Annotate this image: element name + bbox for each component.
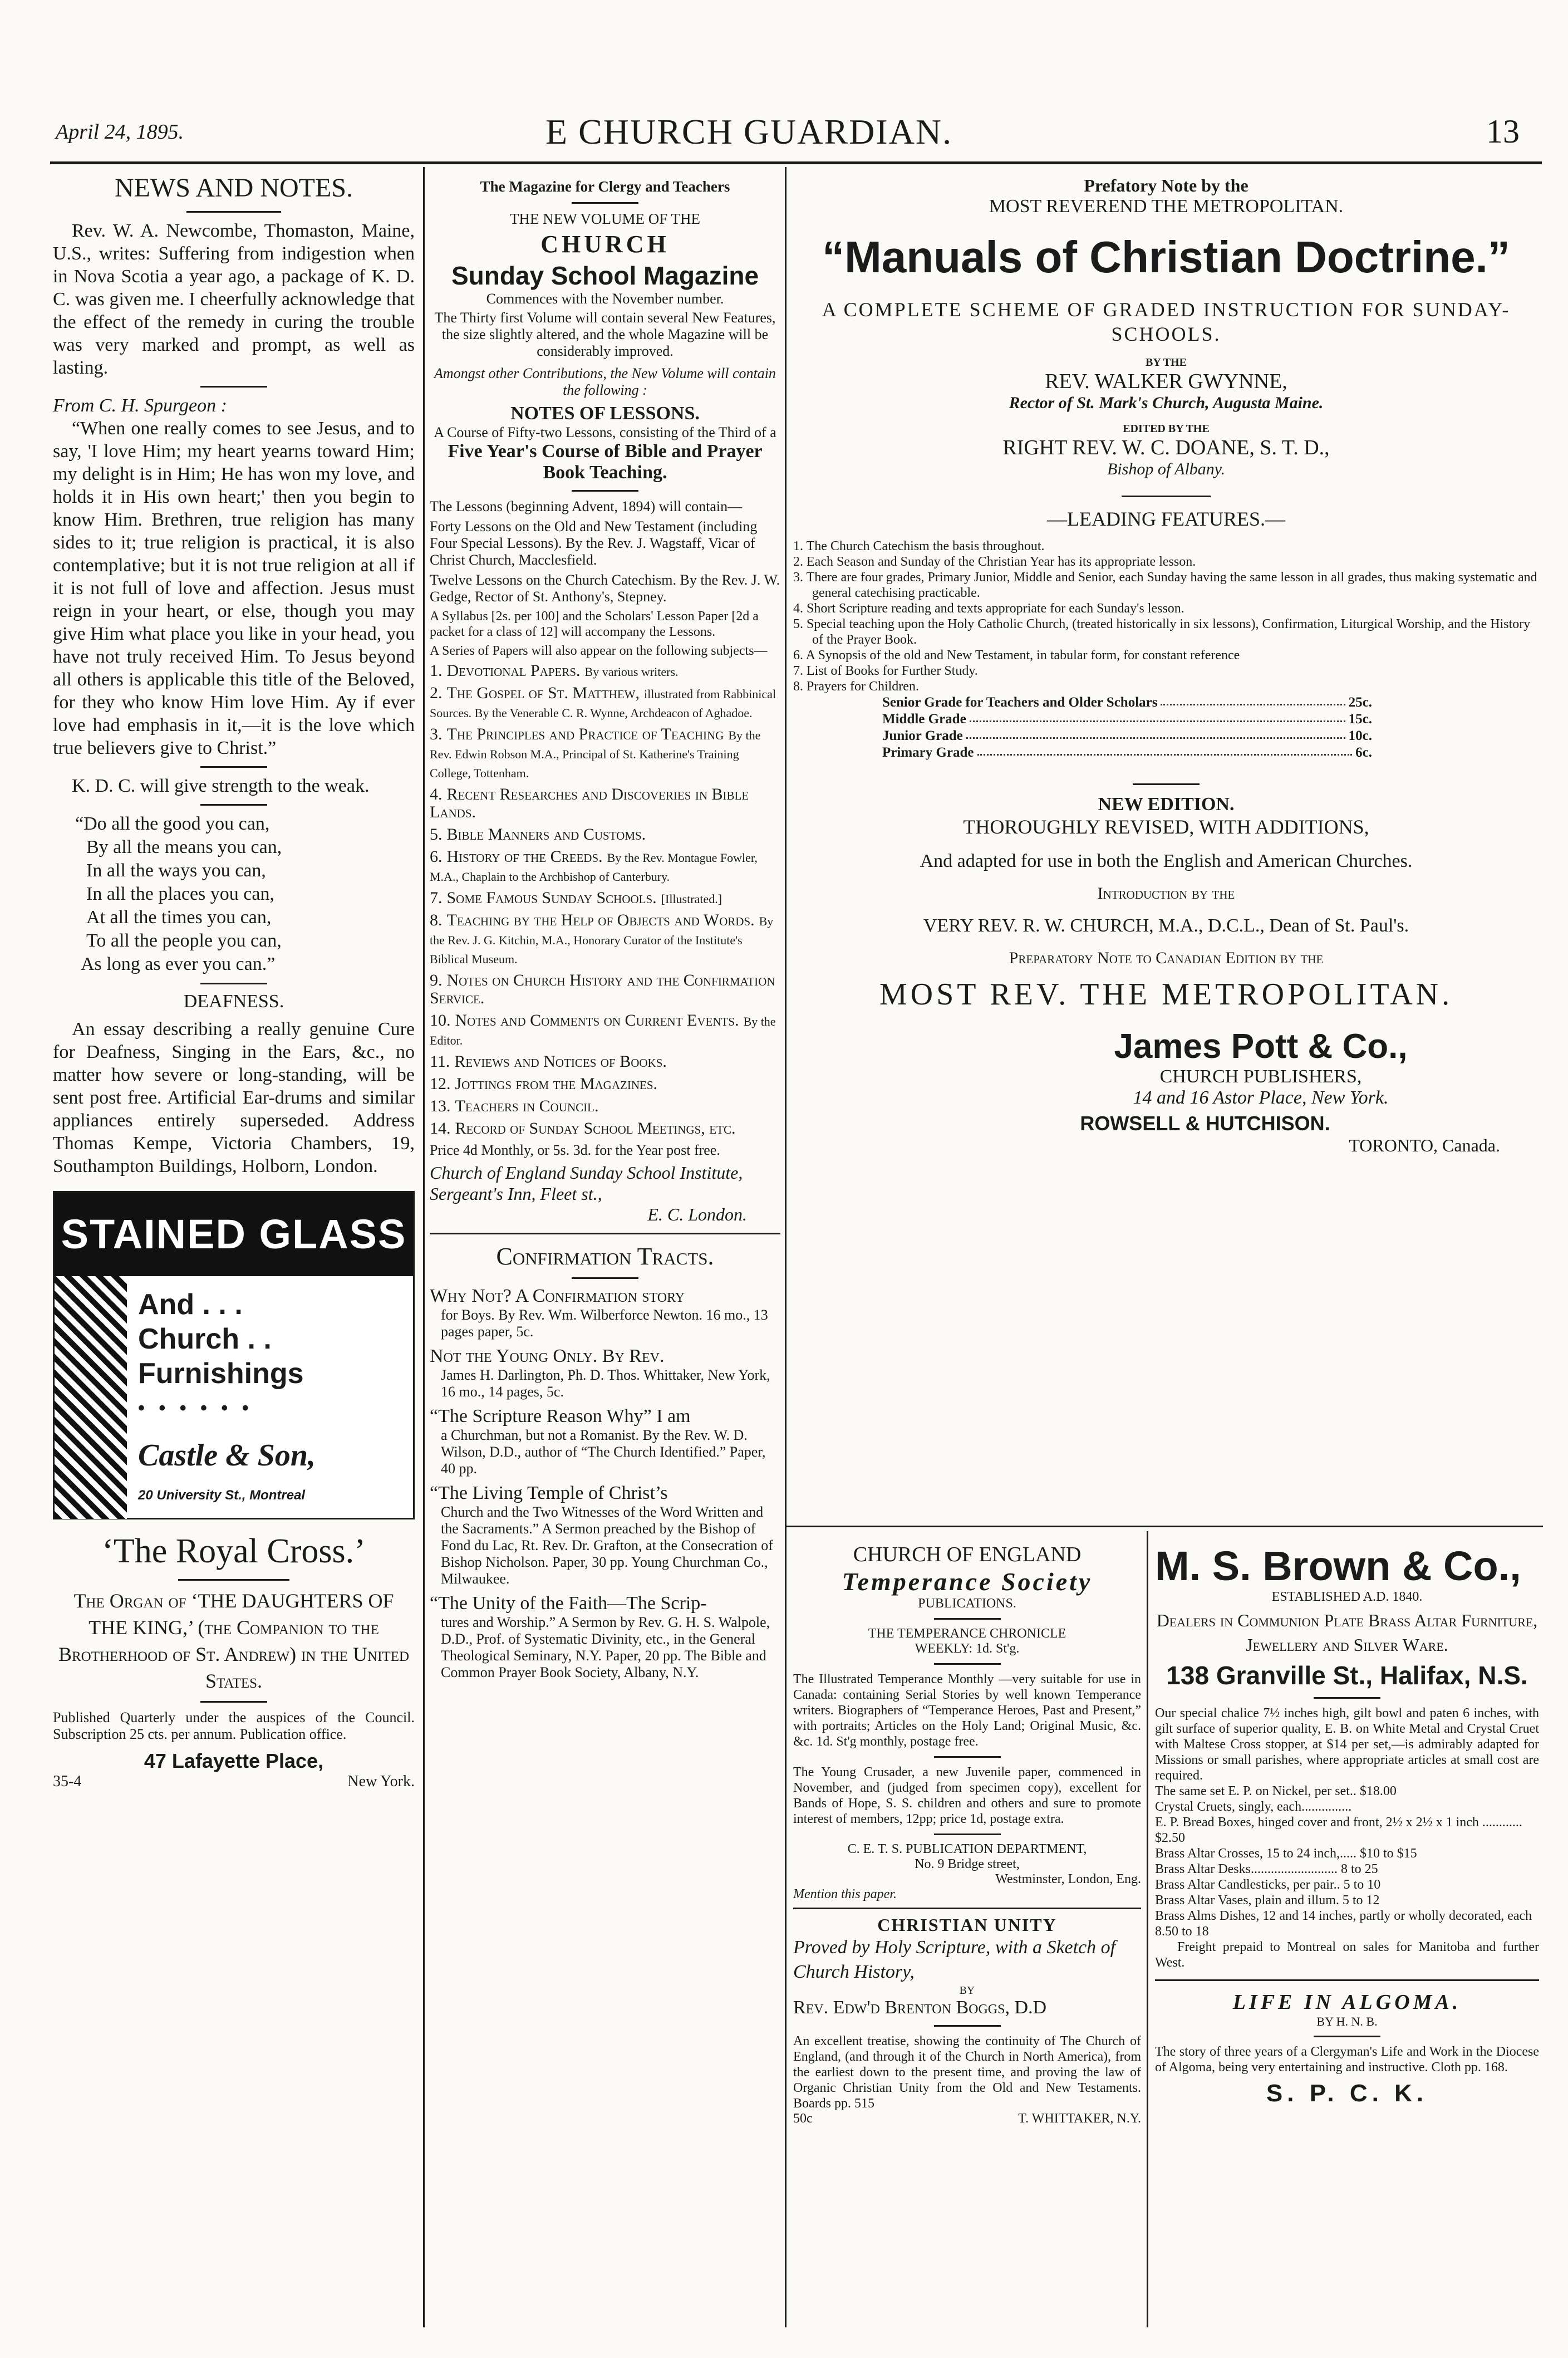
young-crusader: The Young Crusader, a new Juvenile paper, commenced in November, and (judged from specimen copy), excellent for Bands of Hope, S. S. children and others and sure to promote interest of members, 12pp; price 1d, postage extra. xyxy=(793,1765,1141,1826)
royal-cross-city: New York. xyxy=(347,1773,415,1790)
series-item-title: Reviews and Notices of Books. xyxy=(454,1052,667,1071)
series-list xyxy=(430,662,780,1139)
new-volume: THE NEW VOLUME OF THE xyxy=(510,210,700,227)
series-item xyxy=(430,684,780,722)
by: BY xyxy=(959,1984,975,1997)
algoma-text: The story of three years of a Clergyman's Life and Work in the Diocese of Algoma, being very entertaining and instructive. Cloth pp. 168. xyxy=(1155,2045,1539,2075)
series-item xyxy=(430,1075,780,1094)
editor-role: Bishop of Albany. xyxy=(1107,460,1225,478)
series-item-number: 13. xyxy=(430,1097,451,1115)
series-item xyxy=(430,786,780,822)
tract xyxy=(430,1483,780,1587)
rowsell: ROWSELL & HUTCHISON. xyxy=(1080,1112,1330,1135)
tract-title: “The Scripture Reason Why” I am xyxy=(430,1406,691,1426)
tract xyxy=(430,1406,780,1477)
royal-cross-address: 47 Lafayette Place, xyxy=(144,1749,324,1772)
feature-item: 5. Special teaching upon the Holy Catholic Church, (treated historically in six lessons), Confirmation, Liturgical Worship, and the History of the Prayer Book. xyxy=(793,617,1531,647)
series-item-number: 10. xyxy=(430,1011,451,1030)
feature-item: 1. The Church Catechism the basis throughout. xyxy=(793,539,1045,553)
series-item xyxy=(430,725,780,782)
series-item-title: Record of Sunday School Meetings, etc. xyxy=(455,1119,736,1138)
series-item-number: 5. xyxy=(430,825,443,844)
tract-text: tures and Worship.” A Sermon by Rev. G. H. S. Walpole, D.D., Prof. of Systematic Divinity, etc., in the General Theological Seminary, N.Y. Paper, 20 pp. The Bible and Common Prayer Book Society, Albany, N.Y. xyxy=(441,1614,770,1680)
grade-prices xyxy=(793,694,1539,761)
series-item-number: 9. xyxy=(430,971,443,989)
leader-dots xyxy=(970,711,1345,722)
mention: Mention this paper. xyxy=(793,1887,897,1901)
series-item-number: 14. xyxy=(430,1119,451,1138)
ssi-publisher: Church of England Sunday School Institute, Sergeant's Inn, Fleet st., xyxy=(430,1163,743,1204)
grade-price-row xyxy=(882,728,1372,744)
series-item-number: 8. xyxy=(430,911,443,929)
feature-item: 4. Short Scripture reading and texts appropriate for each Sunday's lesson. xyxy=(793,601,1184,616)
grade-price-row xyxy=(882,694,1372,711)
stained-glass-ad xyxy=(53,1191,415,1519)
series-item-number: 12. xyxy=(430,1075,451,1093)
grade-label: Senior Grade for Teachers and Older Scholars xyxy=(882,695,1158,710)
ad-and: And . . . xyxy=(138,1288,243,1321)
manuals-ad xyxy=(793,175,1539,1156)
feature-item: 8. Prayers for Children. xyxy=(793,679,919,694)
price-alms: Brass Alms Dishes, 12 and 14 inches, partly or wholly decorated, each 8.50 to 18 xyxy=(1155,1909,1532,1939)
tract-text: James H. Darlington, Ph. D. Thos. Whittaker, New York, 16 mo., 14 pages, 5c. xyxy=(441,1367,770,1400)
tract-title: “The Unity of the Faith—The Scrip- xyxy=(430,1593,707,1614)
brown-address: 138 Granville St., Halifax, N.S. xyxy=(1166,1661,1528,1690)
stained-glass-title: STAINED GLASS xyxy=(55,1193,413,1276)
series-item xyxy=(430,972,780,1008)
column-temperance xyxy=(793,1542,1141,2126)
manuals-subtitle: A COMPLETE SCHEME OF GRADED INSTRUCTION FOR SUNDAY-SCHOOLS. xyxy=(822,298,1511,345)
spurgeon-heading: From C. H. Spurgeon : xyxy=(53,395,227,416)
metropolitan: MOST REVEREND THE METROPOLITAN. xyxy=(989,196,1344,217)
ad-firm: Castle & Son, xyxy=(138,1438,316,1473)
page-number: 13 xyxy=(1486,113,1520,150)
adapted: And adapted for use in both the English and American Churches. xyxy=(920,851,1413,871)
forty-lessons: Forty Lessons on the Old and New Testament (including Four Special Lessons). By the Rev. J. Wagstaff, Vicar of Christ Church, Macclesfield. xyxy=(430,518,758,568)
series-item-text: illustrated from Rabbinical Sources. By the Venerable C. R. Wynne, Archdeacon of Aghadoe. xyxy=(430,687,776,720)
section-rule xyxy=(786,1526,1543,1527)
poem-line: As long as ever you can.” xyxy=(81,954,276,974)
column-divider xyxy=(785,167,787,2327)
feature-item: 3. There are four grades, Primary Junior, Middle and Senior, each Sunday having the same lesson in all grades, thus making systematic and general catechising practicable. xyxy=(793,570,1537,600)
series-item xyxy=(430,826,780,845)
boggs: Rev. Edw'd Brenton Boggs, D.D xyxy=(793,1997,1047,2018)
spck: S. P. C. K. xyxy=(1266,2080,1428,2107)
series-item-title: Notes on Church History and the Confirmation Service. xyxy=(430,971,775,1007)
magazine-top-heading: The Magazine for Clergy and Teachers xyxy=(480,178,730,195)
chronicle: THE TEMPERANCE CHRONICLE xyxy=(868,1626,1066,1641)
header-rule xyxy=(50,161,1542,164)
westminster: Westminster, London, Eng. xyxy=(995,1872,1141,1886)
royal-cross-text: The Organ of ‘THE DAUGHTERS OF THE KING,’ (the Companion to the Brotherhood of St. Andrew) in the United States. xyxy=(58,1590,410,1692)
series-item-title: History of the Creeds. xyxy=(446,847,603,866)
page-header xyxy=(33,100,1536,156)
column-news-notes xyxy=(53,173,415,1791)
prep-note: Preparatory Note to Canadian Edition by the xyxy=(1009,949,1324,967)
feature-item: 6. A Synopsis of the old and New Testament, in tabular form, for constant reference xyxy=(793,648,1240,663)
column-divider xyxy=(1147,1531,1148,2327)
series-item-number: 3. xyxy=(430,725,443,743)
royal-cross-title: ‘The Royal Cross.’ xyxy=(102,1532,366,1570)
column-brown xyxy=(1155,1542,1539,2107)
kdc-note: K. D. C. will give strength to the weak. xyxy=(72,776,370,796)
grade-label: Junior Grade xyxy=(882,728,963,743)
series-item-number: 4. xyxy=(430,785,443,803)
series-item-title: Jottings from the Magazines. xyxy=(455,1075,658,1093)
by-the: BY THE xyxy=(1146,356,1187,369)
series-item-number: 1. xyxy=(430,661,443,680)
ad-church: Church . . xyxy=(138,1323,272,1355)
tract-text: a Churchman, but not a Romanist. By the Rev. W. D. Wilson, D.D., author of “The Church Identified.” Paper, 40 pp. xyxy=(441,1427,766,1477)
edited-by: EDITED BY THE xyxy=(1123,423,1210,435)
features-heading: —LEADING FEATURES.— xyxy=(1047,508,1285,530)
series-item-title: Some Famous Sunday Schools. xyxy=(446,889,657,907)
grade-label: Middle Grade xyxy=(882,712,966,727)
poem-line: To all the people you can, xyxy=(86,930,282,951)
series-item-text: [Illustrated.] xyxy=(661,892,722,906)
prefatory: Prefatory Note by the xyxy=(1084,175,1248,195)
column-divider xyxy=(423,167,425,2327)
series-item xyxy=(430,662,780,681)
series-item-title: The Gospel of St. Matthew, xyxy=(446,684,640,702)
deafness-heading: DEAFNESS. xyxy=(183,991,284,1012)
weekly: WEEKLY: 1d. St'g. xyxy=(915,1641,1020,1656)
whittaker: T. WHITTAKER, N.Y. xyxy=(1018,2111,1141,2126)
church-title: CHURCH xyxy=(540,231,670,258)
leader-dots xyxy=(977,744,1353,756)
lessons-begin: The Lessons (beginning Advent, 1894) will contain— xyxy=(430,498,743,514)
series-item xyxy=(430,848,780,886)
revised: THOROUGHLY REVISED, WITH ADDITIONS, xyxy=(963,816,1369,838)
series-item-text: By various writers. xyxy=(584,665,679,679)
stained-glass-pattern xyxy=(55,1276,127,1519)
series-item-text: By the Editor. xyxy=(430,1014,776,1047)
series-item-number: 2. xyxy=(430,684,443,702)
series-item-title: Teaching by the Help of Objects and Words. xyxy=(446,911,755,929)
author-role: Rector of St. Mark's Church, Augusta Maine. xyxy=(1009,394,1324,412)
tract-text: for Boys. By Rev. Wm. Wilberforce Newton. 16 mo., 13 pages paper, 5c. xyxy=(441,1307,768,1340)
series-item xyxy=(430,1012,780,1050)
algoma-by: BY H. N. B. xyxy=(1316,2014,1378,2028)
pott: James Pott & Co., xyxy=(1114,1027,1408,1066)
algoma-title: LIFE IN ALGOMA. xyxy=(1232,1991,1462,2014)
price-cruets: Crystal Cruets, singly, each............... xyxy=(1155,1800,1352,1814)
editor: RIGHT REV. W. C. DOANE, S. T. D., xyxy=(1002,436,1330,459)
grade-label: Primary Grade xyxy=(882,745,974,760)
deafness-ad: An essay describing a really genuine Cure for Deafness, Singing in the Ears, &c., no matter how severe or long-standing, will be sent post free. Artificial Ear-drums and similar appliances entirely superseded. Address Thomas Kempe, Victoria Chambers, 19, Southampton Buildings, Holborn, London. xyxy=(53,1019,415,1176)
price-desks: Brass Altar Desks.......................... 8 to 25 xyxy=(1155,1862,1378,1876)
dealers: Dealers in Communion Plate Brass Altar Furniture, Jewellery and Silver Ware. xyxy=(1156,1610,1538,1655)
poem-line: “Do all the good you can, xyxy=(75,813,270,834)
bridge-street: No. 9 Bridge street, xyxy=(915,1857,1020,1871)
freight: Freight prepaid to Montreal on sales for Manitoba and further West. xyxy=(1155,1940,1539,1970)
series-item-title: Recent Researches and Discoveries in Bible Lands. xyxy=(430,785,749,821)
unity-heading: CHRISTIAN UNITY xyxy=(877,1915,1057,1935)
series-item xyxy=(430,1053,780,1072)
syllabus: A Syllabus [2s. per 100] and the Scholars' Lesson Paper [2d a packet for a class of 12] will accompany the Lessons. xyxy=(430,609,759,639)
series-item-number: 6. xyxy=(430,847,443,866)
series-item-number: 7. xyxy=(430,889,443,907)
poem-line: At all the times you can, xyxy=(86,907,272,928)
price-bread: E. P. Bread Boxes, hinged cover and front, 2½ x 2½ x 1 inch ............ $2.50 xyxy=(1155,1815,1522,1845)
news-heading: NEWS AND NOTES. xyxy=(115,173,353,203)
grade-price-row xyxy=(882,744,1372,761)
grade-price-row xyxy=(882,711,1372,728)
brown-title: M. S. Brown & Co., xyxy=(1155,1543,1521,1589)
publications: PUBLICATIONS. xyxy=(918,1596,1016,1611)
price-vases: Brass Altar Vases, plain and illum. 5 to 12 xyxy=(1155,1893,1380,1908)
series-item-title: Teachers in Council. xyxy=(455,1097,599,1115)
ad-dots: • • • • • • xyxy=(138,1398,253,1419)
new-edition: NEW EDITION. xyxy=(1098,794,1235,815)
series-item-text: By the Rev. J. G. Kitchin, M.A., Honorary Curator of the Institute's Biblical Museum. xyxy=(430,914,774,966)
series-item xyxy=(430,1120,780,1139)
tract xyxy=(430,1286,780,1340)
series-item xyxy=(430,911,780,968)
feature-item: 2. Each Season and Sunday of the Christian Year has its appropriate lesson. xyxy=(793,555,1196,569)
poem-line: In all the places you can, xyxy=(86,884,274,904)
ad-furnishings: Furnishings xyxy=(138,1357,304,1390)
series-item-number: 11. xyxy=(430,1052,450,1071)
series-item xyxy=(430,1097,780,1116)
features-list xyxy=(793,538,1539,694)
feature-item: 7. List of Books for Further Study. xyxy=(793,664,978,678)
manuals-title: “Manuals of Christian Doctrine.” xyxy=(822,232,1510,282)
tract-title: “The Living Temple of Christ’s xyxy=(430,1483,668,1503)
church-publishers: CHURCH PUBLISHERS, xyxy=(1159,1066,1362,1087)
twelve-lessons: Twelve Lessons on the Church Catechism. By the Rev. J. W. Gedge, Rector of St. Anthony's, Stepney. xyxy=(430,572,780,605)
newcombe-letter: Rev. W. A. Newcombe, Thomaston, Maine, U.S., writes: Suffering from indigestion when in Nova Scotia a year ago, a package of K. D. C. was given me. I cheerfully acknowledge that the effect of the remedy in curing the trouble was very marked and prompt, as well as lasting. xyxy=(53,220,415,378)
grade-price: 25c. xyxy=(1348,695,1372,710)
grade-price: 10c. xyxy=(1348,728,1372,743)
issue-date: April 24, 1895. xyxy=(56,120,184,144)
temperance-society: Temperance Society xyxy=(842,1567,1093,1596)
author: REV. WALKER GWYNNE, xyxy=(1045,370,1287,393)
tract xyxy=(430,1346,780,1400)
tract xyxy=(430,1593,780,1681)
price-candlesticks: Brass Altar Candlesticks, per pair.. 5 to 10 xyxy=(1155,1877,1381,1892)
ad-code: 35-4 xyxy=(53,1773,82,1790)
notes-heading: NOTES OF LESSONS. xyxy=(510,403,700,424)
astor: 14 and 16 Astor Place, New York. xyxy=(1133,1087,1389,1108)
price-nickel: The same set E. P. on Nickel, per set.. $18.00 xyxy=(1155,1784,1397,1798)
series-item-title: The Principles and Practice of Teaching xyxy=(446,725,724,743)
series-item xyxy=(430,889,780,908)
grade-price: 15c. xyxy=(1348,712,1372,727)
ad-address: 20 University St., Montreal xyxy=(138,1488,306,1503)
column-magazine xyxy=(430,178,780,1681)
ssi-city: E. C. London. xyxy=(647,1204,747,1224)
confirmation-heading: Confirmation Tracts. xyxy=(496,1243,714,1270)
illustrated-monthly: The Illustrated Temperance Monthly —very suitable for use in Canada: containing Serial Stories by well known Temperance writers. Biographers of “Temperance Heroes, Past and Present,” with portraits; Articles on the Holy Land; Original Music, &c. &c. 1d. St'g monthly, postage free. xyxy=(793,1672,1141,1749)
established: ESTABLISHED A.D. 1840. xyxy=(1271,1590,1423,1604)
coe: CHURCH OF ENGLAND xyxy=(853,1543,1082,1566)
course: A Course of Fifty-two Lessons, consisting of the Third of a xyxy=(434,424,776,440)
series-item-title: Notes and Comments on Current Events. xyxy=(455,1011,739,1030)
dean: VERY REV. R. W. CHURCH, M.A., D.C.L., Dean of St. Paul's. xyxy=(923,915,1409,936)
poem xyxy=(53,812,415,976)
grade-price: 6c. xyxy=(1355,745,1372,760)
series-item-title: Bible Manners and Customs. xyxy=(446,825,646,844)
masthead: E CHURCH GUARDIAN. xyxy=(545,112,953,151)
tract-title: Why Not? A Confirmation story xyxy=(430,1286,685,1306)
leader-dots xyxy=(966,728,1345,739)
proved: Proved by Holy Scripture, with a Sketch of Church History, xyxy=(793,1937,1116,1982)
unity-price: 50c xyxy=(793,2111,813,2126)
chalice: Our special chalice 7½ inches high, gilt bowl and paten 6 inches, with gilt surface of superior quality, E. B. on White Metal and Crystal Cruet with Maltese Cross stopper, at $14 per set,—is admirably adapted for Missions or small parishes, where appropriate articles at small cost are required. xyxy=(1155,1706,1539,1783)
cets: C. E. T. S. PUBLICATION DEPARTMENT, xyxy=(847,1842,1087,1856)
ssm-title: Sunday School Magazine xyxy=(451,261,759,290)
series-item-text: By the Rev. Montague Fowler, M.A., Chaplain to the Archbishop of Canterbury. xyxy=(430,851,758,884)
price: Price 4d Monthly, or 5s. 3d. for the Year post free. xyxy=(430,1142,720,1158)
price-crosses: Brass Altar Crosses, 15 to 24 inch,..... $10 to $15 xyxy=(1155,1846,1417,1861)
toronto: TORONTO, Canada. xyxy=(1349,1135,1500,1155)
spurgeon-quote: “When one really comes to see Jesus, and to say, 'I love Him; my heart yearns toward Him; my delight is in Him; He has won my love, and holds it in His own heart;' then you begin to know Him. Brethren, true religion has many sides to it; true religion is practical, it is also contemplative; but it is not true religion at all if it is not full of love and affection. Jesus must reign in your heart, or else, though you may give Him what place you like in your head, you have not truly received Him. To Jesus beyond all others is applicable this title of the Beloved, for they who know Him love Him. Ay if ever love had emphasis in it,—it is the love which true believers give to Christ.” xyxy=(53,418,415,758)
series-item-text: By the Rev. Edwin Robson M.A., Principal of St. Katherine's Training College, Tottenham. xyxy=(430,728,761,780)
series-item-title: Devotional Papers. xyxy=(446,661,581,680)
most-rev: MOST REV. THE METROPOLITAN. xyxy=(879,977,1453,1012)
tract-title: Not the Young Only. By Rev. xyxy=(430,1346,665,1366)
treatise: An excellent treatise, showing the continuity of The Church of England, (and through it of the Church in North America), from the earliest down to the present time, and proving the law of Organic Christian Unity from the Old and New Testaments. Boards pp. 515 xyxy=(793,2034,1141,2111)
series-intro: A Series of Papers will also appear on the following subjects— xyxy=(430,644,768,658)
commences: Commences with the November number. xyxy=(486,291,724,307)
amongst: Amongst other Contributions, the New Volume will contain the following : xyxy=(434,365,776,398)
five-year: Five Year's Course of Bible and Prayer Book Teaching. xyxy=(448,441,763,483)
royal-cross-note: Published Quarterly under the auspices of the Council. Subscription 25 cts. per annum. Publication office. xyxy=(53,1709,415,1742)
introduction: Introduction by the xyxy=(1097,884,1235,903)
tract-text: Church and the Two Witnesses of the Word Written and the Sacraments.” A Sermon preached by the Bishop of Fond du Lac, Rt. Rev. Dr. Grafton, at the Consecration of Bishop Nicholson. Paper, 30 pp. Young Churchman Co., Milwaukee. xyxy=(441,1504,773,1587)
poem-line: In all the ways you can, xyxy=(86,860,266,881)
leader-dots xyxy=(1161,694,1345,705)
poem-line: By all the means you can, xyxy=(86,837,282,857)
thirty-first: The Thirty first Volume will contain several New Features, the size slightly altered, and the whole Magazine will be considerably improved. xyxy=(434,310,776,359)
